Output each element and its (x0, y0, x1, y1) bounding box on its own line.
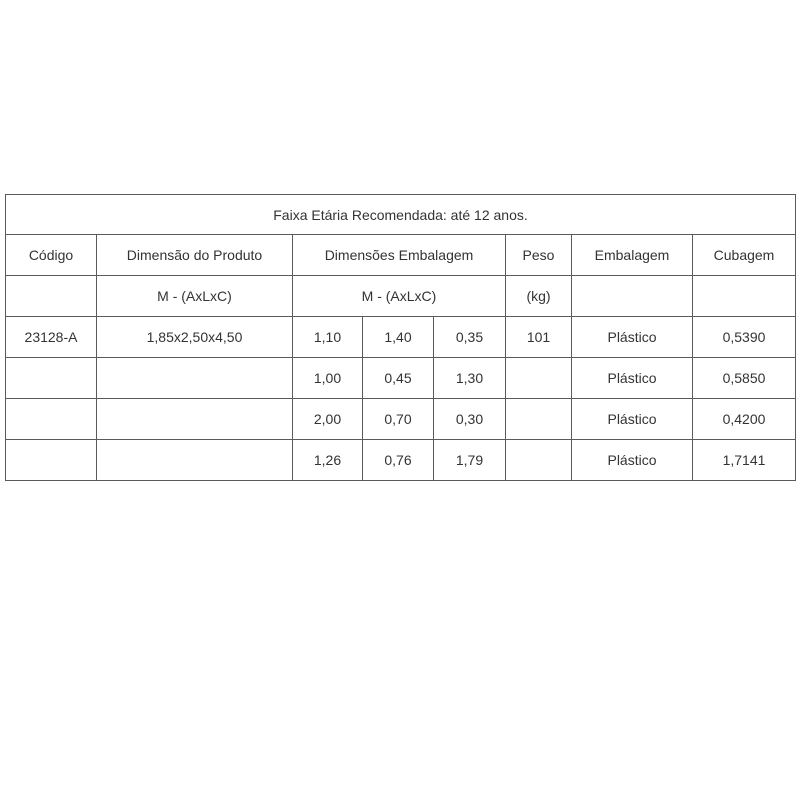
product-spec-table (5, 194, 796, 481)
cell-emb-largura: 1,40 (363, 317, 434, 358)
cell-emb-largura: 0,70 (363, 399, 434, 440)
cell-peso: 101 (506, 317, 572, 358)
caption-row (6, 195, 796, 235)
units-row (6, 276, 796, 317)
cell-emb-comprimento: 1,79 (434, 440, 506, 481)
cell-codigo (6, 440, 97, 481)
cell-peso (506, 399, 572, 440)
cell-emb-largura: 0,45 (363, 358, 434, 399)
cell-dimensao-produto (97, 440, 293, 481)
cell-emb-largura: 0,76 (363, 440, 434, 481)
cell-codigo: 23128-A (6, 317, 97, 358)
age-range-caption: Faixa Etária Recomendada: até 12 anos. (6, 195, 796, 235)
cell-cubagem: 1,7141 (693, 440, 796, 481)
cell-cubagem: 0,5850 (693, 358, 796, 399)
cell-peso (506, 440, 572, 481)
cell-embalagem: Plástico (572, 440, 693, 481)
header-embalagem: Embalagem (572, 235, 693, 276)
cell-embalagem: Plástico (572, 399, 693, 440)
table-row (6, 358, 796, 399)
table-row (6, 440, 796, 481)
header-cubagem: Cubagem (693, 235, 796, 276)
unit-embalagem (572, 276, 693, 317)
cell-embalagem: Plástico (572, 358, 693, 399)
header-dimensoes-embalagem: Dimensões Embalagem (293, 235, 506, 276)
header-row (6, 235, 796, 276)
cell-cubagem: 0,5390 (693, 317, 796, 358)
header-dimensao-produto: Dimensão do Produto (97, 235, 293, 276)
cell-codigo (6, 399, 97, 440)
cell-emb-comprimento: 0,35 (434, 317, 506, 358)
cell-emb-comprimento: 1,30 (434, 358, 506, 399)
cell-dimensao-produto (97, 358, 293, 399)
header-codigo: Código (6, 235, 97, 276)
cell-peso (506, 358, 572, 399)
cell-dimensao-produto (97, 399, 293, 440)
unit-codigo (6, 276, 97, 317)
cell-emb-comprimento: 0,30 (434, 399, 506, 440)
table-row (6, 317, 796, 358)
table-row (6, 399, 796, 440)
cell-emb-altura: 1,10 (293, 317, 363, 358)
unit-dimensao-produto: M - (AxLxC) (97, 276, 293, 317)
cell-embalagem: Plástico (572, 317, 693, 358)
cell-cubagem: 0,4200 (693, 399, 796, 440)
cell-dimensao-produto: 1,85x2,50x4,50 (97, 317, 293, 358)
cell-emb-altura: 1,00 (293, 358, 363, 399)
cell-codigo (6, 358, 97, 399)
header-peso: Peso (506, 235, 572, 276)
unit-dimensoes-embalagem: M - (AxLxC) (293, 276, 506, 317)
unit-cubagem (693, 276, 796, 317)
cell-emb-altura: 2,00 (293, 399, 363, 440)
cell-emb-altura: 1,26 (293, 440, 363, 481)
unit-peso: (kg) (506, 276, 572, 317)
